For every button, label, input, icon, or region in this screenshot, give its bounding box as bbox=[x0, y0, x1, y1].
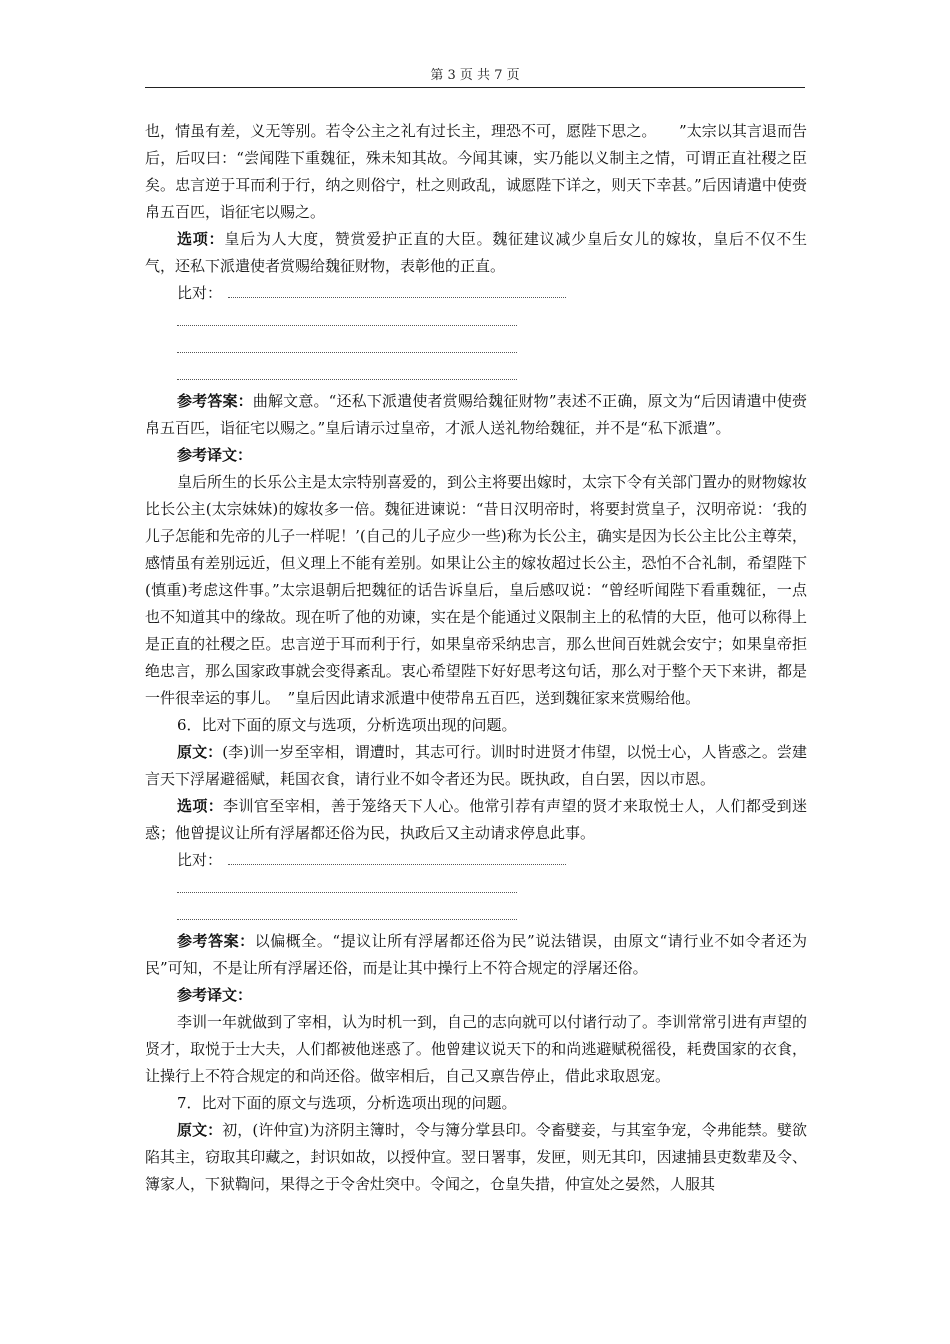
compare-row bbox=[145, 847, 807, 874]
translation-text: 李训一年就做到了宰相，认为时机一到，自己的志向就可以付诸行动了。李训常常引进有声望的贤才，取悦于士大夫，人们都被他迷惑了。他曾建议说天下的和尚逃避赋税徭役，耗费国家的衣食，让操行上不符合规定的和尚还俗。做宰相后，自己又禀告停止，借此求取恩宠。 bbox=[145, 1013, 808, 1085]
reference-answer bbox=[145, 388, 807, 442]
answer-blank-line[interactable] bbox=[145, 334, 807, 361]
original-text: 初，(许仲宣)为济阴主簿时，令与簿分掌县印。令畜嬖妾，与其室争宠，令弗能禁。嬖欲陷其主，窃取其印藏之，封识如故，以授仲宣。翌日署事，发匣，则无其印，因逮捕县吏数辈及令、簿家人，下狱鞫问，果得之于令舍灶突中。令闻之，仓皇失措，仲宣处之晏然，人服其 bbox=[145, 1121, 807, 1193]
option-label: 选项： bbox=[177, 230, 225, 248]
answer-blank-line[interactable] bbox=[228, 283, 566, 298]
compare-label: 比对： bbox=[177, 284, 223, 302]
answer-blank-line[interactable] bbox=[145, 901, 807, 928]
option-paragraph bbox=[145, 226, 807, 280]
answer-blank-line[interactable] bbox=[228, 850, 566, 865]
document-body bbox=[145, 118, 807, 1198]
translation-text: 皇后所生的长乐公主是太宗特别喜爱的，到公主将要出嫁时，太宗下令有关部门置办的财物嫁妆比长公主(太宗妹妹)的嫁妆多一倍。魏征进谏说：“昔日汉明帝时，将要封赏皇子，汉明帝说：‘我的儿子怎能和先帝的儿子一样呢！’(自己的儿子应少一些)称为长公主，确实是因为长公主比公主尊荣，感情虽有差别远近，但义理上不能有差别。如果让公主的嫁妆超过长公主，恐怕不合礼制，希望陛下(慎重)考虑这件事。”太宗退朝后把魏征的话告诉皇后，皇后感叹说：“曾经听闻陛下看重魏征，一点也不知道其中的缘故。现在听了他的劝谏，实在是个能通过义限制主上的私情的大臣，他可以称得上是正直的社稷之臣。忠言逆于耳而利于行，如果皇帝采纳忠言，那么世间百姓就会安宁；如果皇帝拒绝忠言，那么国家政事就会变得紊乱。衷心希望陛下好好思考这句话，那么对于整个天下来讲，都是一件很幸运的事儿。 ”皇后因此请求派遣中使带帛五百匹，送到魏征家来赏赐给他。 bbox=[145, 473, 808, 707]
translation-label: 参考译文： bbox=[177, 986, 253, 1004]
answer-blank-line[interactable] bbox=[145, 874, 807, 901]
original-text: (李)训一岁至宰相，谓遭时，其志可行。训时时进贤才伟望，以悦士心，人皆惑之。尝建言天下浮屠避徭赋，耗国衣食，请行业不如令者还为民。既执政，自白罢，因以市恩。 bbox=[145, 743, 807, 788]
answer-text: 以偏概全。“提议让所有浮屠都还俗为民”说法错误，由原文“请行业不如令者还为民”可知，不是让所有浮屠还俗，而是让其中操行上不符合规定的浮屠还俗。 bbox=[145, 932, 807, 977]
question-6-title: 6．比对下面的原文与选项，分析选项出现的问题。 bbox=[177, 716, 517, 734]
reference-answer bbox=[145, 928, 807, 982]
original-text-continued: 也，情虽有差，义无等别。若令公主之礼有过长主，理恐不可，愿陛下思之。 ”太宗以其言退而告后，后叹曰：“尝闻陛下重魏征，殊未知其故。今闻其谏，实乃能以义制主之情，可谓正直社稷之臣矣。忠言逆于耳而利于行，纳之则俗宁，杜之则政乱，诚愿陛下详之，则天下幸甚。”后因请遣中使赍帛五百匹，诣征宅以赐之。 bbox=[145, 122, 807, 221]
page-number-label: 第 3 页 共 7 页 bbox=[430, 68, 520, 83]
answer-text: 曲解文意。“还私下派遣使者赏赐给魏征财物”表述不正确，原文为“后因请遣中使赍帛五百匹，诣征宅以赐之。”皇后请示过皇帝，才派人送礼物给魏征，并不是“私下派遣”。 bbox=[145, 392, 807, 437]
option-text: 李训官至宰相，善于笼络天下人心。他常引荐有声望的贤才来取悦士人，人们都受到迷惑；他曾提议让所有浮屠都还俗为民，执政后又主动请求停息此事。 bbox=[145, 797, 807, 842]
compare-label: 比对： bbox=[177, 851, 223, 869]
option-text: 皇后为人大度，赞赏爱护正直的大臣。魏征建议减少皇后女儿的嫁妆，皇后不仅不生气，还私下派遣使者赏赐给魏征财物，表彰他的正直。 bbox=[145, 230, 807, 275]
answer-label: 参考答案： bbox=[177, 932, 255, 950]
header-divider bbox=[145, 87, 805, 88]
question-7-title: 7．比对下面的原文与选项，分析选项出现的问题。 bbox=[177, 1094, 517, 1112]
original-label: 原文： bbox=[177, 1121, 223, 1139]
q6-original-paragraph bbox=[145, 739, 807, 793]
original-label: 原文： bbox=[177, 743, 223, 761]
answer-blank-line[interactable] bbox=[145, 307, 807, 334]
q6-option-paragraph bbox=[145, 793, 807, 847]
answer-blank-line[interactable] bbox=[145, 361, 807, 388]
page-header bbox=[145, 64, 805, 83]
option-label: 选项： bbox=[177, 797, 224, 815]
q7-original-paragraph bbox=[145, 1117, 807, 1198]
compare-row bbox=[145, 280, 807, 307]
answer-label: 参考答案： bbox=[177, 392, 253, 410]
translation-label: 参考译文： bbox=[177, 446, 253, 464]
